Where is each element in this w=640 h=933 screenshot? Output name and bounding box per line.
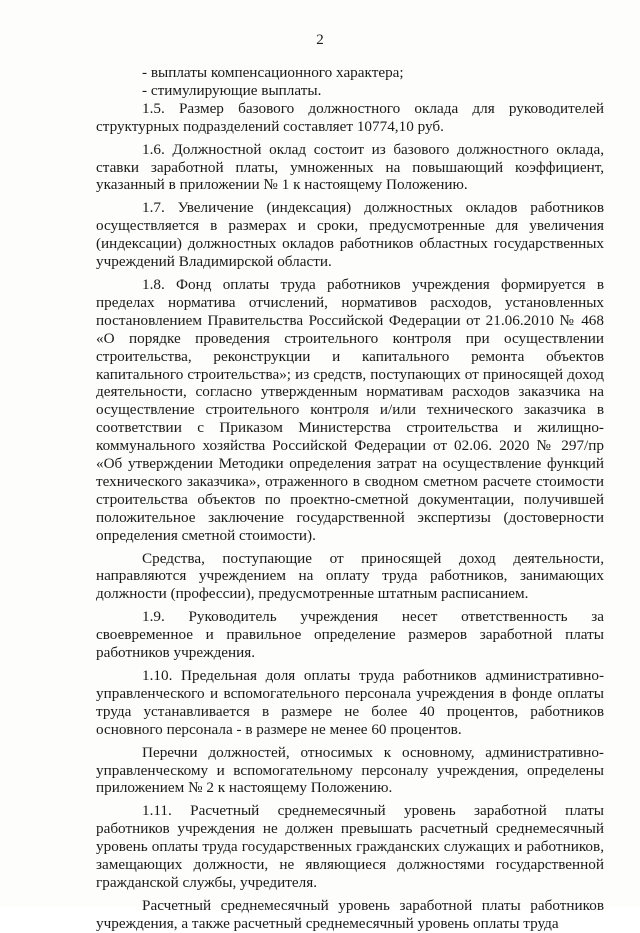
- page-number: 2: [316, 32, 324, 48]
- paragraph-item: 1.11. Расчетный среднемесячный уровень заработной платы работников учреждения не должен превышать расчетный среднемесячный уровень оплаты труда государственных гражданских служащих и работников, замещающих должности, не являющиеся должностями государственной гражданской службы, учредителя.: [96, 802, 604, 891]
- paragraph-item: 1.9. Руководитель учреждения несет ответственность за своевременное и правильное определение размеров заработной платы работников учреждения.: [96, 608, 604, 662]
- document-body: [96, 64, 604, 933]
- paragraph-item: - выплаты компенсационного характера;: [142, 64, 404, 81]
- paragraph-item: 1.6. Должностной оклад состоит из базового должностного оклада, ставки заработной платы, умноженных на повышающий коэффициент, указанный в приложении № 1 к настоящему Положению.: [96, 140, 604, 194]
- paragraph-item: Расчетный среднемесячный уровень заработной платы работников учреждения, а также расчетный среднемесячный уровень оплаты труда: [96, 896, 604, 932]
- paragraph-item: 1.10. Предельная доля оплаты труда работников административно-управленческого и вспомогательного персонала учреждения в фонде оплаты труда устанавливается в размере не более 40 процентов, работников основного персонала - в размере не менее 60 процентов.: [96, 667, 604, 738]
- paragraph-item: Средства, поступающие от приносящей доход деятельности, направляются учреждением на оплату труда работников, занимающих должности (профессии), предусмотренные штатным расписанием.: [96, 549, 604, 603]
- paragraph-item: 1.7. Увеличение (индексация) должностных окладов работников осуществляется в размерах и сроки, предусмотренные для увеличения (индексации) должностных окладов работников областных государственных учреждений Владимирской области.: [96, 199, 604, 271]
- paragraph-item: Перечни должностей, относимых к основному, административно-управленческому и вспомогательному персоналу учреждения, определены приложением № 2 к настоящему Положению.: [96, 743, 604, 797]
- paragraph-item: 1.8. Фонд оплаты труда работников учреждения формируется в пределах норматива отчислений, нормативов расходов, установленных постановлением Правительства Российской Федерации от 21.06.2010 № 468 «О порядке проведения строительного контроля при осуществлении строительства, реконструкции и капитального ремонта объектов капитального строительства»; из средств, поступающих от приносящей доход деятельности, согласно утвержденным нормативам расходов заказчика на осуществление строительного контроля и/или технического заказчика в соответствии с Приказом Министерства строительства и жилищно-коммунального хозяйства Российской Федерации от 02.06. 2020 № 297/пр «Об утверждении Методики определения затрат на осуществление функций технического заказчика», отраженного в сводном сметном расчете стоимости строительства объектов по проектно-сметной документации, получившей положительное заключение государственной экспертизы (достоверности определения сметной стоимости).: [96, 275, 604, 544]
- paragraph-item: 1.5. Размер базового должностного оклада для руководителей структурных подразделений составляет 10774,10 руб.: [96, 99, 604, 135]
- paragraph-item: - стимулирующие выплаты.: [142, 81, 322, 99]
